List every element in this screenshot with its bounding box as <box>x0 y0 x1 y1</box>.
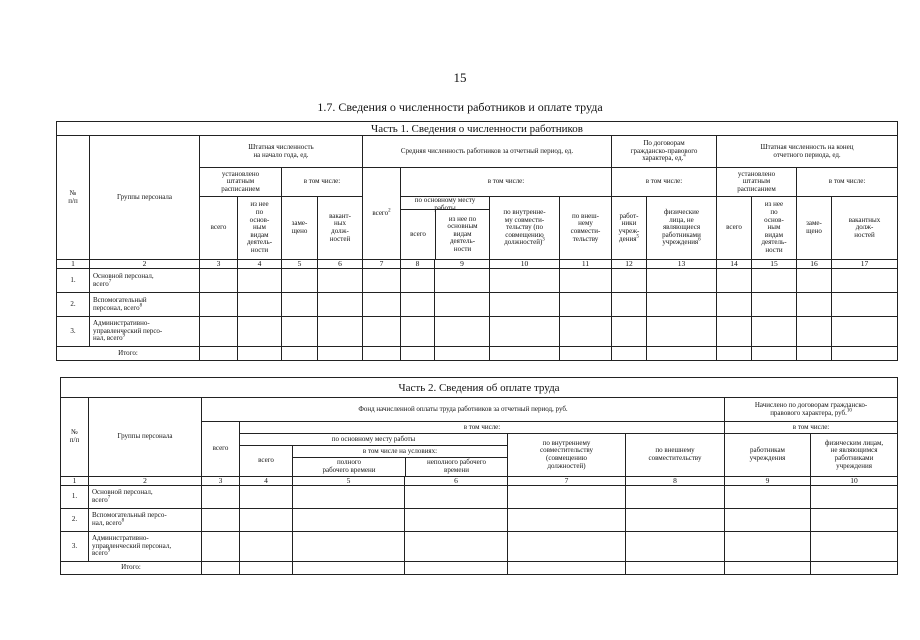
input-cell[interactable] <box>318 293 363 317</box>
header-replaced: заме- щено <box>282 197 318 260</box>
col-number: 5 <box>282 260 318 269</box>
staff-count-table <box>56 121 898 361</box>
col-number: 8 <box>626 477 725 486</box>
header-end-main-activity: из нее по основ- ным видам деятель- ности <box>752 197 797 260</box>
header-fund-total: всего <box>202 422 240 477</box>
page-number: 15 <box>453 70 467 85</box>
col-number: 6 <box>318 260 363 269</box>
input-cell[interactable] <box>318 317 363 347</box>
header-incl-conditions: в том числе на условиях: <box>293 446 507 458</box>
part1-caption: Часть 1. Сведения о численности работников <box>57 122 898 136</box>
input-cell[interactable] <box>401 269 435 293</box>
col-number: 10 <box>490 260 560 269</box>
input-cell[interactable] <box>626 509 725 532</box>
input-cell[interactable] <box>752 347 797 361</box>
input-cell[interactable] <box>725 486 811 509</box>
input-cell[interactable] <box>508 562 626 575</box>
table-row <box>61 486 898 509</box>
header-part-time: неполного рабочего времени <box>426 458 486 474</box>
input-cell[interactable] <box>435 269 490 293</box>
table-row <box>61 532 898 562</box>
header-established-end: установлено штатным расписанием <box>717 168 797 197</box>
input-cell[interactable] <box>612 293 647 317</box>
input-cell[interactable] <box>240 509 293 532</box>
header-inst-workers: работ- ники учреж- дения$^5$ <box>612 197 647 260</box>
input-cell[interactable] <box>490 317 560 347</box>
col-number: 7 <box>508 477 626 486</box>
header-accrued-incl: в том числе: <box>725 422 898 434</box>
input-cell[interactable] <box>238 317 282 347</box>
input-cell[interactable] <box>752 293 797 317</box>
input-cell[interactable] <box>363 347 401 361</box>
input-cell[interactable] <box>401 317 435 347</box>
header-main-total: всего <box>240 446 293 477</box>
header-end-total: всего <box>717 197 752 260</box>
input-cell[interactable] <box>435 347 490 361</box>
header-full-time: полного рабочего времени <box>322 458 376 474</box>
col-number: 8 <box>401 260 435 269</box>
col-number: 10 <box>811 477 898 486</box>
col-number: 12 <box>612 260 647 269</box>
col-number: 3 <box>202 477 240 486</box>
part2-caption: Часть 2. Сведения об оплате труда <box>61 378 898 398</box>
input-cell[interactable] <box>282 317 318 347</box>
input-cell[interactable] <box>200 347 238 361</box>
input-cell[interactable] <box>508 532 626 562</box>
header-main-job-total: всего <box>401 210 436 259</box>
header-end-vacant: вакантных долж- ностей <box>832 197 898 260</box>
col-number: 1 <box>57 260 90 269</box>
header-num: № п/п <box>61 398 89 477</box>
col-number: 5 <box>293 477 405 486</box>
row-label: Основной персонал, всего$^7$ <box>89 486 202 509</box>
input-cell[interactable] <box>647 317 717 347</box>
input-cell[interactable] <box>508 509 626 532</box>
input-cell[interactable] <box>626 562 725 575</box>
table-row <box>57 293 898 317</box>
header-natural-persons: физические лица, не являющиеся работниками учреждения$^6$ <box>647 197 717 260</box>
table-row <box>61 509 898 532</box>
input-cell[interactable] <box>405 562 508 575</box>
input-cell[interactable] <box>717 269 752 293</box>
input-cell[interactable] <box>490 293 560 317</box>
header-groups: Группы персонала <box>90 136 200 260</box>
input-cell[interactable] <box>752 317 797 347</box>
header-num: № п/п <box>57 136 90 260</box>
input-cell[interactable] <box>647 347 717 361</box>
total-row <box>57 347 898 361</box>
col-number: 16 <box>797 260 832 269</box>
header-main-job-activity: из нее по основным видам деятель- ности <box>447 214 478 253</box>
row-label: Административно- управленческий персонал, всего$^9$ <box>89 532 202 562</box>
input-cell[interactable] <box>811 532 898 562</box>
header-internal: по внутренне- му совмести- тельству (по совмещению должностей)$^3$ <box>490 197 560 260</box>
row-number: 2. <box>61 509 89 532</box>
input-cell[interactable] <box>508 486 626 509</box>
input-cell[interactable] <box>560 317 612 347</box>
input-cell[interactable] <box>282 269 318 293</box>
input-cell[interactable] <box>318 269 363 293</box>
input-cell[interactable] <box>832 317 898 347</box>
input-cell[interactable] <box>200 317 238 347</box>
input-cell[interactable] <box>405 486 508 509</box>
input-cell[interactable] <box>626 532 725 562</box>
col-number: 9 <box>435 260 490 269</box>
row-label: Вспомогательный персо- нал, всего$^8$ <box>89 509 202 532</box>
col-number: 2 <box>89 477 202 486</box>
input-cell[interactable] <box>240 486 293 509</box>
input-cell[interactable] <box>717 317 752 347</box>
table-row <box>57 269 898 293</box>
input-cell[interactable] <box>200 269 238 293</box>
header-avg-total: всего$^2$ <box>363 168 401 260</box>
input-cell[interactable] <box>318 347 363 361</box>
input-cell[interactable] <box>238 269 282 293</box>
input-cell[interactable] <box>811 509 898 532</box>
col-number: 15 <box>752 260 797 269</box>
header-established: установлено штатным расписанием <box>200 168 282 197</box>
input-cell[interactable] <box>202 486 240 509</box>
header-average-count: Средняя численность работников за отчетный период, ед. <box>363 136 612 168</box>
input-cell[interactable] <box>797 269 832 293</box>
row-number: 1. <box>61 486 89 509</box>
input-cell[interactable] <box>560 347 612 361</box>
header-staff-start: Штатная численность на начало года, ед. <box>200 136 363 168</box>
header-natural-persons: физическим лицам, не являющимся работниками учреждения <box>811 434 898 477</box>
input-cell[interactable] <box>490 347 560 361</box>
row-number: 3. <box>61 532 89 562</box>
input-cell[interactable] <box>797 347 832 361</box>
col-number: 14 <box>717 260 752 269</box>
input-cell[interactable] <box>293 509 405 532</box>
payroll-table <box>60 377 898 575</box>
row-label: Административно- управленческий персо- нал, всего$^9$ <box>90 317 200 347</box>
header-inst-workers: работникам учреждения <box>725 434 811 477</box>
total-label: Итого: <box>57 347 200 361</box>
input-cell[interactable] <box>435 317 490 347</box>
input-cell[interactable] <box>293 532 405 562</box>
input-cell[interactable] <box>401 293 435 317</box>
header-vacant: вакант- ных долж- ностей <box>318 197 363 260</box>
col-number: 9 <box>725 477 811 486</box>
header-internal: по внутреннему совместительству (совмещению должностей) <box>508 434 626 477</box>
input-cell[interactable] <box>612 317 647 347</box>
input-cell[interactable] <box>752 269 797 293</box>
input-cell[interactable] <box>363 269 401 293</box>
header-incl-end: в том числе: <box>797 168 898 197</box>
section-title: 1.7. Сведения о численности работников и оплате труда <box>317 100 603 114</box>
col-number: 1 <box>61 477 89 486</box>
input-cell[interactable] <box>797 317 832 347</box>
input-cell[interactable] <box>282 347 318 361</box>
input-cell[interactable] <box>717 347 752 361</box>
input-cell[interactable] <box>240 562 293 575</box>
input-cell[interactable] <box>202 532 240 562</box>
header-external: по внеш- нему совмести- тельству <box>560 197 612 260</box>
col-number: 17 <box>832 260 898 269</box>
table-row <box>57 317 898 347</box>
header-conditions <box>293 446 508 477</box>
header-total: всего <box>200 197 238 260</box>
header-main-job: по основному месту работы всего из нее по основным видам деятель- ности <box>401 197 490 260</box>
input-cell[interactable] <box>202 509 240 532</box>
row-label: Основной персонал, всего$^7$ <box>90 269 200 293</box>
header-incl: в том числе: <box>282 168 363 197</box>
input-cell[interactable] <box>560 269 612 293</box>
header-main-activity: из нее по основ- ным видам деятель- ности <box>238 197 282 260</box>
col-number: 6 <box>405 477 508 486</box>
input-cell[interactable] <box>717 293 752 317</box>
input-cell[interactable] <box>811 486 898 509</box>
header-main-job: по основному месту работы <box>240 434 508 446</box>
header-staff-end: Штатная численность на конец отчетного периода, ед. <box>717 136 898 168</box>
row-label: Вспомогательный персонал, всего$^8$ <box>90 293 200 317</box>
header-external: по внешнему совместительству <box>626 434 725 477</box>
col-number: 4 <box>240 477 293 486</box>
header-groups: Группы персонала <box>89 398 202 477</box>
input-cell[interactable] <box>363 317 401 347</box>
input-cell[interactable] <box>725 562 811 575</box>
header-civil-accrued: Начислено по договорам гражданско- правового характера, руб.$^{10}$ <box>725 398 898 422</box>
input-cell[interactable] <box>612 269 647 293</box>
total-row <box>61 562 898 575</box>
input-cell[interactable] <box>832 293 898 317</box>
input-cell[interactable] <box>647 269 717 293</box>
input-cell[interactable] <box>725 509 811 532</box>
input-cell[interactable] <box>363 293 401 317</box>
col-number: 3 <box>200 260 238 269</box>
input-cell[interactable] <box>435 293 490 317</box>
col-number: 7 <box>363 260 401 269</box>
input-cell[interactable] <box>647 293 717 317</box>
input-cell[interactable] <box>405 509 508 532</box>
col-number: 13 <box>647 260 717 269</box>
input-cell[interactable] <box>293 486 405 509</box>
row-number: 2. <box>57 293 90 317</box>
input-cell[interactable] <box>626 486 725 509</box>
input-cell[interactable] <box>282 293 318 317</box>
input-cell[interactable] <box>832 347 898 361</box>
input-cell[interactable] <box>832 269 898 293</box>
input-cell[interactable] <box>293 562 405 575</box>
header-civil-contract: По договорам гражданско-правового характера, ед.$^4$ <box>612 136 717 168</box>
header-avg-incl: в том числе: <box>401 168 612 197</box>
input-cell[interactable] <box>560 293 612 317</box>
input-cell[interactable] <box>797 293 832 317</box>
total-label: Итого: <box>61 562 202 575</box>
input-cell[interactable] <box>240 532 293 562</box>
header-fund-incl: в том числе: <box>240 422 725 434</box>
input-cell[interactable] <box>401 347 435 361</box>
col-number: 2 <box>90 260 200 269</box>
input-cell[interactable] <box>238 347 282 361</box>
row-number: 3. <box>57 317 90 347</box>
input-cell[interactable] <box>202 562 240 575</box>
header-wage-fund: Фонд начисленной оплаты труда работников за отчетный период, руб. <box>202 398 725 422</box>
input-cell[interactable] <box>612 347 647 361</box>
row-number: 1. <box>57 269 90 293</box>
input-cell[interactable] <box>490 269 560 293</box>
input-cell[interactable] <box>725 532 811 562</box>
header-contract-incl: в том числе: <box>612 168 717 197</box>
input-cell[interactable] <box>200 293 238 317</box>
col-number: 4 <box>238 260 282 269</box>
input-cell[interactable] <box>811 562 898 575</box>
input-cell[interactable] <box>405 532 508 562</box>
input-cell[interactable] <box>238 293 282 317</box>
col-number: 11 <box>560 260 612 269</box>
header-end-replaced: заме- щено <box>797 197 832 260</box>
